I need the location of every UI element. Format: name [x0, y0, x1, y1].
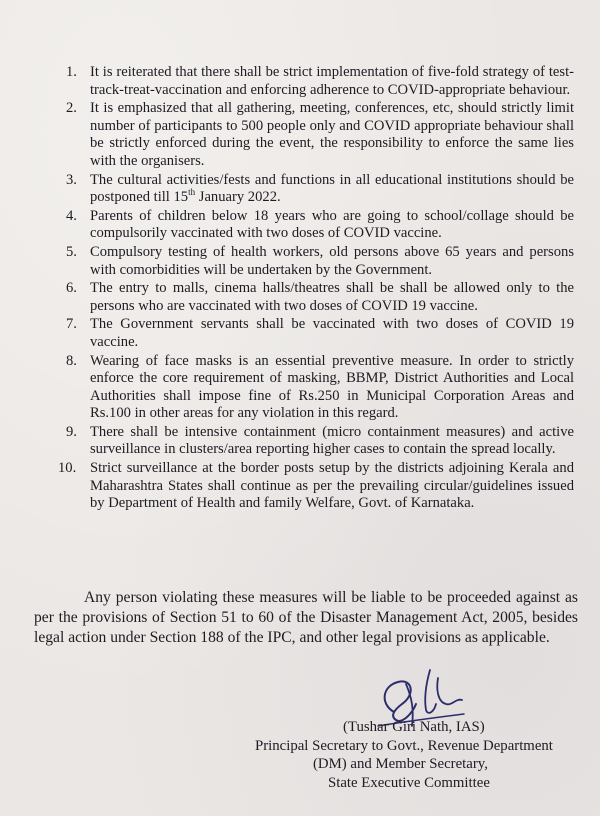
- item-number: 5.: [66, 243, 77, 260]
- list-item: [0, 460, 600, 513]
- list-item: [0, 208, 600, 243]
- list-item: [0, 64, 600, 99]
- item-number: 7.: [66, 316, 77, 333]
- signatory-name: (Tushar Giri Nath, IAS): [343, 719, 485, 735]
- list-item: [0, 280, 600, 315]
- item-text: The entry to malls, cinema halls/theatres shall be shall be allowed only to the persons who are vaccinated with two doses of COVID 19 vaccine.: [90, 280, 574, 314]
- item-text: Compulsory testing of health workers, old persons above 65 years and persons with comorbidities will be undertaken by the Government.: [90, 243, 574, 278]
- item-number: 6.: [66, 280, 77, 297]
- list-item: [0, 424, 600, 459]
- item-text: Parents of children below 18 years who are going to school/collage should be compulsorily vaccinated with two doses of COVID vaccine.: [90, 207, 574, 242]
- item-text: The cultural activities/fests and functions in all educational institutions should be postponed till 15: [90, 171, 574, 206]
- measures-list: [0, 64, 600, 514]
- list-item: [0, 244, 600, 279]
- item-number: 8.: [66, 352, 77, 369]
- item-text: There shall be intensive containment (micro containment measures) and active surveillance in clusters/area reporting higher cases to contain the spread locally.: [90, 423, 574, 458]
- item-text: The Government servants shall be vaccinated with two doses of COVID 19 vaccine.: [90, 316, 574, 350]
- item-number: 2.: [66, 100, 77, 117]
- signature-block: [250, 718, 580, 792]
- date-superscript: th: [188, 187, 196, 198]
- signatory-title: (DM) and Member Secretary,: [313, 756, 488, 773]
- item-text: It is emphasized that all gathering, meeting, conferences, etc, should strictly limit number of participants to 500 people only and COVID appropriate behaviour shall be strictly enforced during the event, the responsibility to enforce the same lies with the organisers.: [90, 100, 574, 169]
- signatory-title: State Executive Committee: [328, 774, 490, 791]
- item-text-end: January 2022.: [195, 189, 281, 206]
- list-item: [0, 100, 600, 170]
- item-number: 3.: [66, 171, 77, 188]
- item-number: 10.: [58, 460, 77, 477]
- item-text: Strict surveillance at the border posts setup by the districts adjoining Kerala and Maharashtra States shall continue as per the prevailing circular/guidelines issued by Department of Health and family Welfare, Govt. of Karnataka.: [90, 460, 574, 512]
- closing-paragraph: Any person violating these measures will be liable to be proceeded against as per the provisions of Section 51 to 60 of the Disaster Management Act, 2005, besides legal action under Section 188 of the IPC, and other legal provisions as applicable.: [34, 589, 578, 647]
- item-text: It is reiterated that there shall be strict implementation of five-fold strategy of test-track-treat-vaccination and enforcing adherence to COVID-appropriate behaviour.: [90, 64, 574, 98]
- item-number: 4.: [66, 207, 77, 224]
- list-item: [0, 172, 600, 207]
- list-item: [0, 316, 600, 351]
- item-text: Wearing of face masks is an essential preventive measure. In order to strictly enforce the core requirement of masking, BBMP, District Authorities and Local Authorities shall impose fine of Rs.250 in Municipal Corporation Areas and Rs.100 in other areas for any violation in this regard.: [90, 352, 574, 422]
- signatory-title: Principal Secretary to Govt., Revenue Department: [255, 737, 553, 754]
- item-number: 1.: [66, 64, 77, 80]
- item-number: 9.: [66, 423, 77, 440]
- list-item: [0, 353, 600, 423]
